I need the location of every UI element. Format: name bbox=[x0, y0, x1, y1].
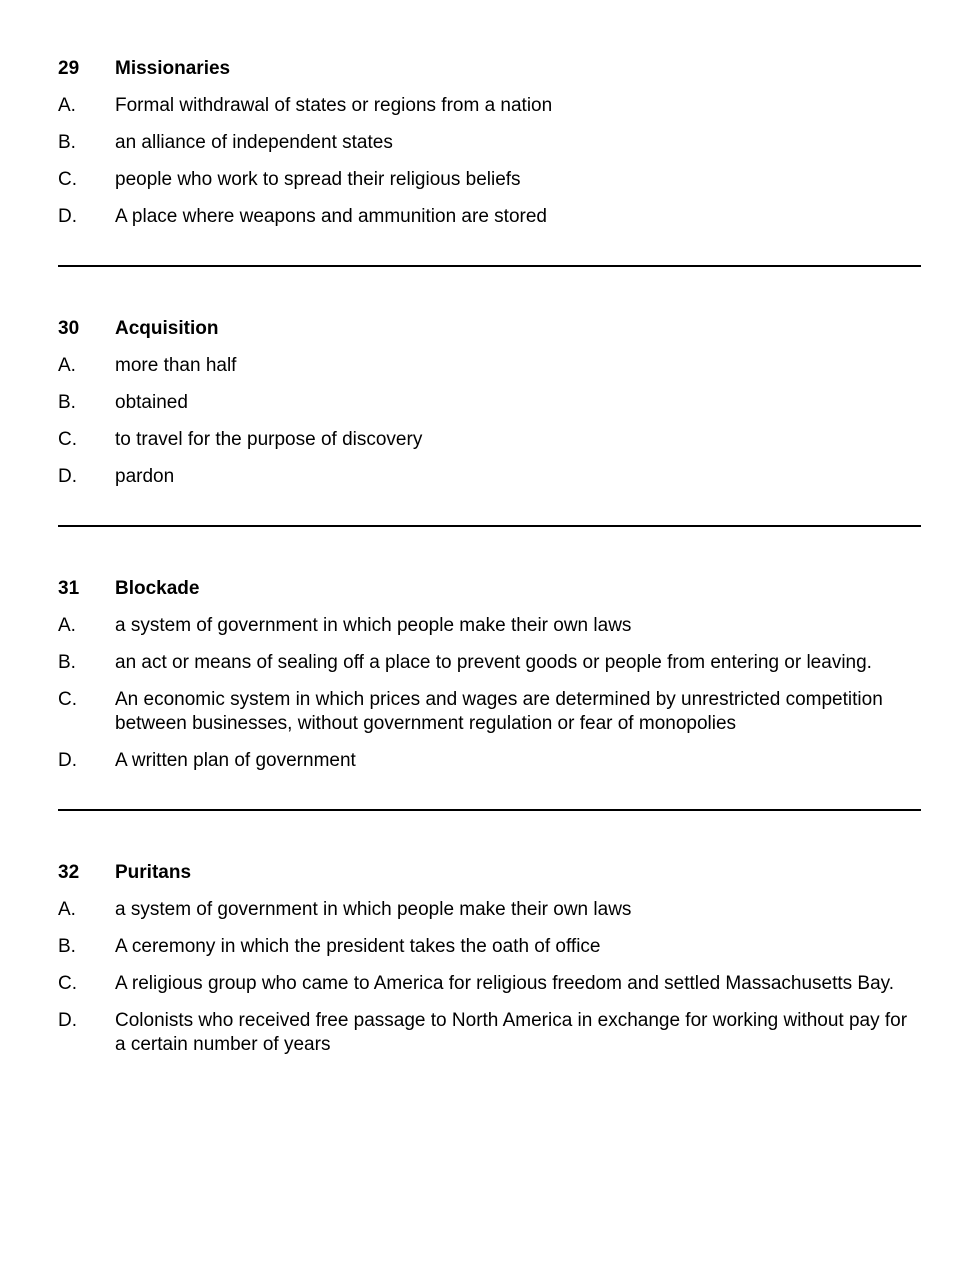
option-text: pardon bbox=[115, 466, 175, 487]
option-text: A place where weapons and ammunition are stored bbox=[115, 206, 547, 227]
question-header bbox=[58, 57, 921, 80]
option-d[interactable] bbox=[58, 1009, 921, 1056]
option-b[interactable] bbox=[58, 131, 921, 155]
option-letter: A. bbox=[58, 615, 76, 636]
section-divider bbox=[58, 809, 921, 811]
option-letter: B. bbox=[58, 936, 76, 957]
question-term: Acquisition bbox=[115, 318, 219, 339]
option-letter: A. bbox=[58, 899, 76, 920]
option-text: more than half bbox=[115, 355, 237, 376]
section-divider bbox=[58, 265, 921, 267]
option-a[interactable] bbox=[58, 94, 921, 118]
question-number: 29 bbox=[58, 58, 80, 79]
option-c[interactable] bbox=[58, 168, 921, 192]
option-text: obtained bbox=[115, 392, 188, 413]
option-letter: D. bbox=[58, 1010, 77, 1031]
option-text: A written plan of government bbox=[115, 749, 356, 771]
question-30 bbox=[58, 317, 921, 502]
question-term: Puritans bbox=[115, 862, 192, 883]
option-letter: D. bbox=[58, 749, 77, 771]
question-32 bbox=[58, 861, 921, 1070]
option-letter: A. bbox=[58, 95, 76, 116]
option-text: An economic system in which prices and wages are determined by unrestricted competition between businesses, without government regulation or fear of monopolies bbox=[115, 689, 883, 734]
option-text: A ceremony in which the president takes the oath of office bbox=[115, 936, 601, 957]
question-31 bbox=[58, 577, 921, 786]
option-text: an alliance of independent states bbox=[115, 132, 393, 153]
option-letter: B. bbox=[58, 132, 76, 153]
option-letter: B. bbox=[58, 392, 76, 413]
option-letter: A. bbox=[58, 355, 76, 376]
question-term: Blockade bbox=[115, 578, 200, 599]
option-a[interactable] bbox=[58, 614, 921, 638]
question-number: 31 bbox=[58, 578, 80, 599]
question-header bbox=[58, 861, 921, 884]
question-number: 30 bbox=[58, 318, 80, 339]
option-text: Colonists who received free passage to North America in exchange for working without pay for a certain number of years bbox=[115, 1010, 908, 1055]
option-text: a system of government in which people make their own laws bbox=[115, 615, 632, 636]
option-a[interactable] bbox=[58, 898, 921, 922]
option-letter: D. bbox=[58, 466, 77, 487]
question-header bbox=[58, 577, 921, 600]
question-term: Missionaries bbox=[115, 58, 231, 79]
option-d[interactable] bbox=[58, 749, 921, 773]
option-text: A religious group who came to America for religious freedom and settled Massachusetts Bay. bbox=[115, 973, 895, 994]
option-text: people who work to spread their religious beliefs bbox=[115, 169, 521, 190]
option-c[interactable] bbox=[58, 688, 921, 735]
option-d[interactable] bbox=[58, 465, 921, 489]
option-c[interactable] bbox=[58, 972, 921, 996]
option-a[interactable] bbox=[58, 354, 921, 378]
option-text: to travel for the purpose of discovery bbox=[115, 429, 423, 450]
option-text: a system of government in which people make their own laws bbox=[115, 899, 632, 920]
question-number: 32 bbox=[58, 862, 80, 883]
option-letter: D. bbox=[58, 206, 77, 227]
option-c[interactable] bbox=[58, 428, 921, 452]
option-text: an act or means of sealing off a place to prevent goods or people from entering or leaving. bbox=[115, 652, 872, 673]
option-b[interactable] bbox=[58, 935, 921, 959]
option-b[interactable] bbox=[58, 651, 921, 675]
question-header bbox=[58, 317, 921, 340]
option-d[interactable] bbox=[58, 205, 921, 229]
question-29 bbox=[58, 57, 921, 242]
option-letter: C. bbox=[58, 973, 77, 994]
option-b[interactable] bbox=[58, 391, 921, 415]
option-text: Formal withdrawal of states or regions from a nation bbox=[115, 95, 553, 116]
option-letter: C. bbox=[58, 429, 77, 450]
option-letter: C. bbox=[58, 689, 77, 710]
option-letter: C. bbox=[58, 169, 77, 190]
section-divider bbox=[58, 525, 921, 527]
option-letter: B. bbox=[58, 652, 76, 673]
